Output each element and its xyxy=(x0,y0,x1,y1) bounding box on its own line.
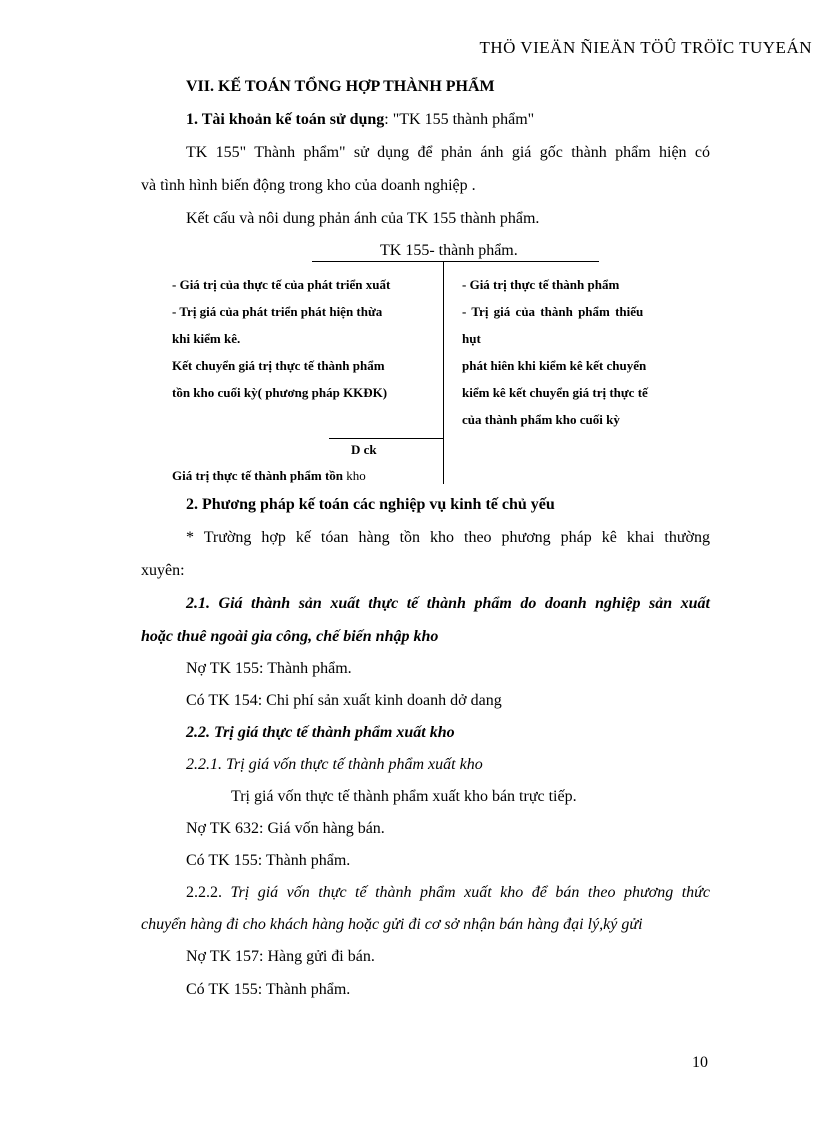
subsection-2: 2. Phương pháp kế toán các nghiệp vụ kinh tế chủ yếu xyxy=(186,496,555,513)
library-banner: THÖ VIEÄN ÑIEÄN TÖÛ TRÖÏC TUYEÁN xyxy=(479,38,812,57)
balance-text-bold: Giá trị thực tế thành phẩm tồn xyxy=(172,468,344,483)
item-2-2: 2.2. Trị giá thực tế thành phẩm xuất kho xyxy=(186,724,455,741)
debit-line-3: khi kiểm kê. xyxy=(172,331,241,346)
subsection-1 xyxy=(186,110,534,130)
para2: Kết cấu và nôi dung phản ánh của TK 155 thành phẩm. xyxy=(186,210,540,227)
item-2-2-2-line2: chuyển hàng đi cho khách hàng hoặc gửi đi cơ sở nhận bán hàng đại lý,ký gửi xyxy=(141,916,643,933)
item-2-1-line2: hoặc thuê ngoài gia công, chế biến nhập kho xyxy=(141,628,439,645)
balance-text-regular: kho xyxy=(343,468,366,483)
para1-line2: và tình hình biến động trong kho của doanh nghiệp . xyxy=(141,177,476,194)
entry1-credit: Có TK 154: Chi phí sản xuất kinh doanh dở dang xyxy=(186,692,502,709)
t-account-title: TK 155- thành phẩm. xyxy=(380,242,518,259)
item-2-2-2-line1-text: Trị giá vốn thực tế thành phẩm xuất kho để bán theo phương thức xyxy=(222,884,710,901)
para1-line1: TK 155" Thành phẩm" sử dụng để phản ánh giá gốc thành phẩm hiện có xyxy=(186,144,710,161)
item-2-2-2-line1 xyxy=(186,883,710,903)
balance-text xyxy=(172,467,366,485)
case-note-line2: xuyên: xyxy=(141,562,185,579)
debit-line-1: - Giá trị của thực tế của phát triển xuất xyxy=(172,277,391,292)
entry3-debit: Nợ TK 157: Hàng gửi đi bán. xyxy=(186,948,375,965)
page-number: 10 xyxy=(692,1054,708,1071)
credit-line-5: kiểm kê kết chuyển giá trị thực tế xyxy=(462,385,648,400)
item-2-2-1-desc: Trị giá vốn thực tế thành phẩm xuất kho bán trực tiếp. xyxy=(231,788,577,805)
credit-line-6: của thành phẩm kho cuối kỳ xyxy=(462,412,620,427)
item-2-2-1: 2.2.1. Trị giá vốn thực tế thành phẩm xuất kho xyxy=(186,756,483,773)
t-account-balance-line xyxy=(329,438,444,439)
debit-line-5: tồn kho cuối kỳ( phương pháp KKĐK) xyxy=(172,385,388,400)
item-2-1-line1: 2.1. Giá thành sản xuất thực tế thành phẩm do doanh nghiệp sản xuất xyxy=(186,595,710,612)
entry2-debit: Nợ TK 632: Giá vốn hàng bán. xyxy=(186,820,385,837)
case-note-line1: * Trường hợp kế tóan hàng tồn kho theo phương pháp kê khai thường xyxy=(186,529,710,546)
entry1-debit: Nợ TK 155: Thành phẩm. xyxy=(186,660,352,677)
entry3-credit: Có TK 155: Thành phẩm. xyxy=(186,981,351,998)
section-title: VII. KẾ TOÁN TỔNG HỢP THÀNH PHẨM xyxy=(186,78,495,95)
entry2-credit: Có TK 155: Thành phẩm. xyxy=(186,852,351,869)
subsection-1-value: : "TK 155 thành phẩm" xyxy=(384,111,535,128)
debit-line-2: - Trị giá của phát triển phát hiện thừa xyxy=(172,304,383,319)
credit-line-4: phát hiên khi kiểm kê kết chuyển xyxy=(462,358,647,373)
credit-line-2: - Trị giá của thành phẩm thiếu xyxy=(462,304,644,319)
credit-line-3: hụt xyxy=(462,331,481,346)
balance-label: D ck xyxy=(351,442,377,457)
item-2-2-2-number: 2.2.2. xyxy=(186,884,222,901)
t-account-vertical-line xyxy=(443,262,444,484)
debit-line-4: Kết chuyển giá trị thực tế thành phẩm xyxy=(172,358,385,373)
subsection-1-label: 1. Tài khoản kế toán sử dụng xyxy=(186,111,385,128)
t-account-top-line xyxy=(312,261,599,262)
credit-line-1: - Giá trị thực tế thành phẩm xyxy=(462,277,620,292)
